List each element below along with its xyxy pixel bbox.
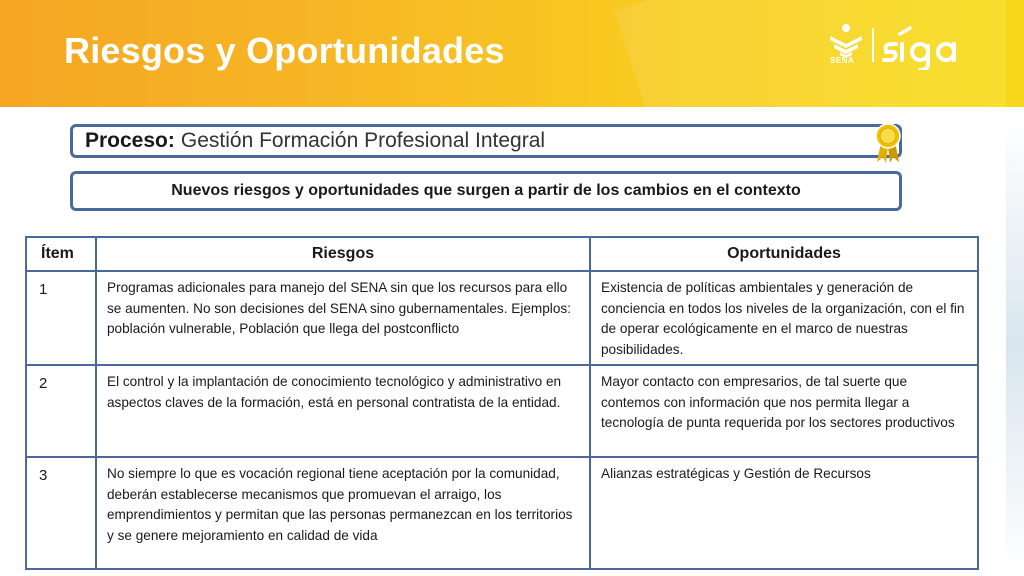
logo-separator xyxy=(872,28,874,62)
award-ribbon-icon xyxy=(872,122,904,164)
siga-logo xyxy=(882,24,972,70)
header-risks: Riesgos xyxy=(96,237,590,271)
item-number: 2 xyxy=(26,365,96,457)
item-number: 3 xyxy=(26,457,96,569)
risk-cell: El control y la implantación de conocimiento tecnológico y administrativo en aspectos claves de la formación, está en personal contratista de la entidad. xyxy=(96,365,590,457)
risk-cell: No siempre lo que es vocación regional tiene aceptación por la comunidad, deberán establecerse mecanismos que promuevan el arraigo, los emprendimientos y permitan que las personas permanezcan en los territorios y se genere mejoramiento en calidad de vida xyxy=(96,457,590,569)
header-item: Ítem xyxy=(26,237,96,271)
right-edge-decoration xyxy=(1006,0,1024,576)
process-value: Gestión Formación Profesional Integral xyxy=(180,129,546,152)
opportunity-cell: Alianzas estratégicas y Gestión de Recursos xyxy=(590,457,978,569)
logo-area xyxy=(826,22,976,72)
process-label: Proceso: xyxy=(85,129,175,152)
slide-title: Riesgos y Oportunidades xyxy=(64,30,505,71)
table-row xyxy=(26,271,978,365)
context-banner: Nuevos riesgos y oportunidades que surgen a partir de los cambios en el contexto xyxy=(70,171,902,211)
risk-cell: Programas adicionales para manejo del SENA sin que los recursos para ello se aumenten. No son decisiones del SENA sino gubernamentales. Ejemplos: población vulnerable, Población que llega del postconflicto xyxy=(96,271,590,365)
item-number: 1 xyxy=(26,271,96,365)
opportunity-cell: Existencia de políticas ambientales y generación de conciencia en todos los niveles de la organización, con el fin de operar ecológicamente en el marco de nuestras posibilidades. xyxy=(590,271,978,365)
table-header-row xyxy=(26,237,978,271)
slide-header xyxy=(0,0,1024,107)
table-row xyxy=(26,457,978,569)
risk-opportunity-table xyxy=(25,236,979,570)
process-box xyxy=(70,124,902,158)
opportunity-cell: Mayor contacto con empresarios, de tal suerte que contemos con información que nos permita llegar a tecnología de punta requerida por los sectores productivos xyxy=(590,365,978,457)
sena-logo-text: SENA xyxy=(830,56,855,65)
header-opportunities: Oportunidades xyxy=(590,237,978,271)
right-edge-band xyxy=(1006,0,1024,107)
table-row xyxy=(26,365,978,457)
